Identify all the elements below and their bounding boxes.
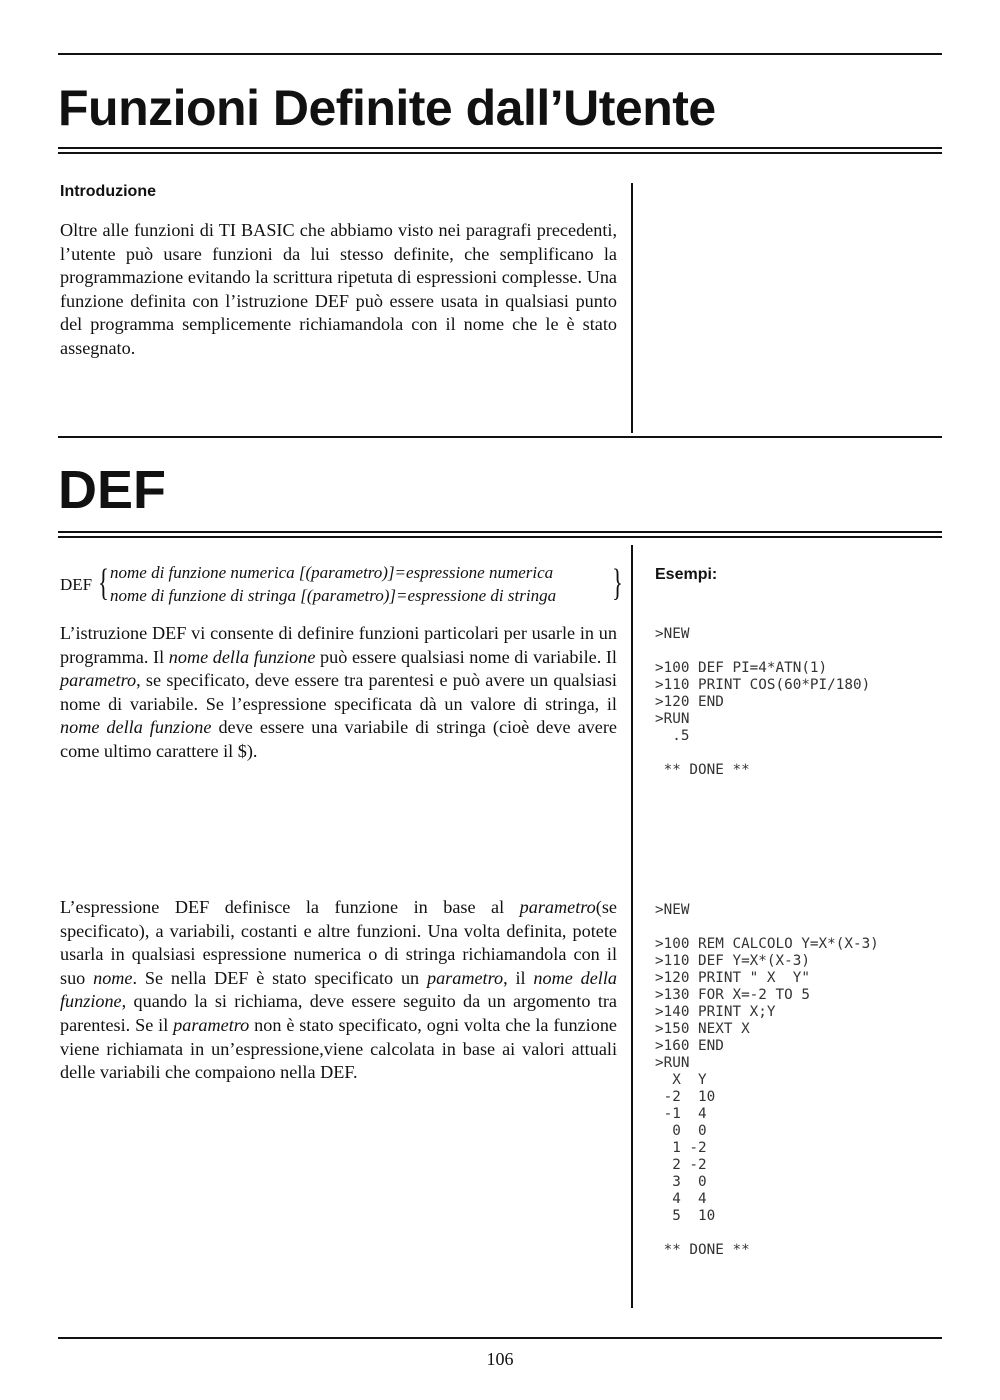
syntax-left-brace: { [98,562,109,604]
def-paragraph-1: L’istruzione DEF vi consente di definire funzioni particolari per usarle in un programma. Il nome della funzione può essere qualsiasi nome di variabile. Il parametro, se specificato, deve essere tra parentesi e può avere un qualsiasi nome di variabile. Se l’espressione specificata dà un valore di stringa, il nome della funzione deve essere una variabile di stringa (cioè deve avere come ultimo carattere il $). [60,623,617,761]
def-heading: DEF [58,460,166,520]
example-program-1: >NEW >100 DEF PI=4*ATN(1) >110 PRINT COS(60*PI/180) >120 END >RUN .5 ** DONE ** [655,626,871,778]
def-paragraph-2: L’espressione DEF definisce la funzione in base al parametro(se specificato), a variabili, costanti e altre funzioni. Una volta definita, potete usarla in qualsiasi espressione numerica o di stringa richiamandola con il suo nome. Se nella DEF è stato specificato un parametro, il nome della funzione, quando la si richiama, deve essere seguito da un argomento tra parentesi. Se il parametro non è stato specificato, ogni volta che la funzione viene richiamata in un’espressione,viene calcolata in base ai valori attuali delle variabili che compaiono nella DEF. [60,897,618,1083]
def-rule-bottom [58,536,942,538]
intro-heading: Introduzione [60,183,156,200]
page-title: Funzioni Definite dall’Utente [58,80,716,136]
page-number: 106 [486,1349,514,1369]
example-program-2: >NEW >100 REM CALCOLO Y=X*(X-3) >110 DEF Y=X*(X-3) >120 PRINT " X Y" >130 FOR X=-2 TO 5 >140 PRINT X;Y >150 NEXT X >160 END >RUN X Y -2 10 -1 4 0 0 1 -2 2 -2 3 0 4 4 5 10 ** DONE ** [655,902,879,1258]
def-top-rule [58,436,942,438]
top-rule [58,53,942,55]
title-rule-bottom [58,152,942,154]
examples-heading: Esempi: [655,566,718,583]
bottom-rule [58,1337,942,1339]
intro-column-divider [631,183,633,433]
syntax-block [60,563,626,609]
title-rule-top [58,147,942,149]
syntax-right-brace: } [612,562,623,604]
def-column-divider [631,545,633,1308]
intro-text: Oltre alle funzioni di TI BASIC che abbiamo visto nei paragrafi precedenti, l’utente può usare funzioni da lui stesso definite, che semplificano la programmazione evitando la scrittura ripetuta di espressioni complesse. Una funzione definita con l’istruzione DEF può essere usata in qualsiasi punto del programma semplicemente richiamandola con il nome che le è stato assegnato. [60,220,617,358]
syntax-line-string: nome di funzione di stringa [(parametro)]=espressione di stringa [110,586,557,605]
def-rule-top [58,531,942,533]
syntax-keyword: DEF [60,575,93,594]
syntax-line-numeric: nome di funzione numerica [(parametro)]=espressione numerica [110,563,554,582]
